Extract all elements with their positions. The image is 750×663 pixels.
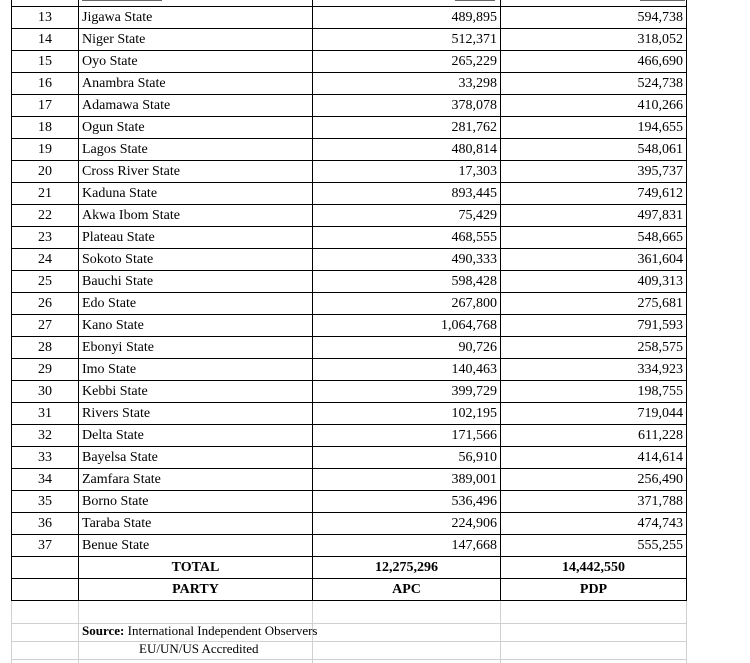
row-border — [11, 204, 687, 205]
source-label: Source: — [82, 623, 125, 638]
row-border — [11, 292, 687, 293]
row-number: 29 — [38, 362, 52, 377]
pdp-votes: 371,788 — [637, 494, 683, 509]
apc-votes: 480,814 — [451, 142, 497, 157]
row-border — [11, 336, 687, 337]
sheet-gridline — [500, 601, 501, 663]
state-name: Edo State — [82, 296, 137, 311]
pdp-votes: 361,604 — [637, 252, 683, 267]
row-border — [11, 270, 687, 271]
row-border — [11, 182, 687, 183]
apc-votes: 171,566 — [451, 428, 497, 443]
row-number: 31 — [38, 406, 52, 421]
state-name: Oyo State — [82, 54, 138, 69]
row-border — [11, 512, 687, 513]
row-border — [11, 534, 687, 535]
apc-votes: 490,333 — [451, 252, 497, 267]
row-number: 36 — [38, 516, 52, 531]
row-border — [11, 446, 687, 447]
apc-votes: 147,668 — [451, 538, 497, 553]
state-name: Cross River State — [82, 164, 180, 179]
apc-votes: 468,555 — [451, 230, 497, 245]
apc-votes: 75,429 — [458, 208, 497, 223]
state-name: Kebbi State — [82, 384, 148, 399]
source-accreditation: EU/UN/US Accredited — [139, 641, 259, 656]
state-name: Zamfara State — [82, 472, 161, 487]
apc-votes: 265,229 — [451, 54, 497, 69]
row-number: 20 — [38, 164, 52, 179]
column-border — [11, 0, 12, 601]
state-name: Akwa Ibom State — [82, 208, 180, 223]
apc-votes: 399,729 — [451, 384, 497, 399]
row-border — [11, 50, 687, 51]
row-number: 16 — [38, 76, 52, 91]
row-border — [11, 358, 687, 359]
row-border — [11, 248, 687, 249]
state-name: Borno State — [82, 494, 149, 509]
state-name: Imo State — [82, 362, 137, 377]
state-name: Jigawa State — [82, 10, 153, 25]
state-name: Delta State — [82, 428, 144, 443]
pdp-votes: 409,313 — [637, 274, 683, 289]
row-border — [11, 72, 687, 73]
pdp-votes: 548,665 — [637, 230, 683, 245]
sheet-gridline — [11, 659, 687, 660]
row-number: 27 — [38, 318, 52, 333]
pdp-votes: 256,490 — [637, 472, 683, 487]
row-number: 21 — [38, 186, 52, 201]
state-name: Ebonyi State — [82, 340, 154, 355]
row-number: 24 — [38, 252, 52, 267]
state-name: Anambra State — [82, 76, 166, 91]
apc-votes: 90,726 — [458, 340, 497, 355]
sheet-gridline — [78, 601, 79, 663]
row-number: 35 — [38, 494, 52, 509]
party-apc: APC — [392, 582, 421, 597]
state-name: Kano State — [82, 318, 144, 333]
state-name: Kaduna State — [82, 186, 158, 201]
pdp-votes: 611,228 — [638, 428, 683, 443]
pdp-votes: 410,266 — [637, 98, 683, 113]
row-number: 30 — [38, 384, 52, 399]
state-name: Ogun State — [82, 120, 145, 135]
row-number: 25 — [38, 274, 52, 289]
row-border — [11, 160, 687, 161]
apc-votes: 267,800 — [451, 296, 497, 311]
pdp-votes: 258,575 — [637, 340, 683, 355]
pdp-votes: 791,593 — [637, 318, 683, 333]
apc-votes: 224,906 — [451, 516, 497, 531]
pdp-votes: 719,044 — [637, 406, 683, 421]
pdp-votes: 749,612 — [637, 186, 683, 201]
pdp-votes: 548,061 — [637, 142, 683, 157]
row-number: 26 — [38, 296, 52, 311]
state-name: Bauchi State — [82, 274, 154, 289]
state-name: Rivers State — [82, 406, 151, 421]
sheet-gridline — [11, 601, 12, 663]
apc-votes: 1,064,768 — [441, 318, 497, 333]
row-number: 34 — [38, 472, 52, 487]
pdp-votes: 318,052 — [637, 32, 683, 47]
state-name: Taraba State — [82, 516, 152, 531]
row-number: 22 — [38, 208, 52, 223]
pdp-votes: 524,738 — [637, 76, 683, 91]
source-text: International Independent Observers — [127, 623, 318, 638]
apc-votes: 378,078 — [451, 98, 497, 113]
state-name: Lagos State — [82, 142, 148, 157]
row-border — [11, 138, 687, 139]
party-label: PARTY — [172, 582, 219, 597]
row-border — [11, 314, 687, 315]
column-border — [312, 0, 313, 601]
pdp-votes: 275,681 — [637, 296, 683, 311]
apc-votes: 102,195 — [451, 406, 497, 421]
state-name: Plateau State — [82, 230, 155, 245]
row-border — [11, 6, 687, 7]
apc-votes: 56,910 — [458, 450, 497, 465]
row-number: 14 — [38, 32, 52, 47]
apc-votes: 893,445 — [451, 186, 497, 201]
pdp-votes: 414,614 — [637, 450, 683, 465]
row-border — [11, 226, 687, 227]
row-number: 19 — [38, 142, 52, 157]
row-number: 28 — [38, 340, 52, 355]
total-pdp: 14,442,550 — [562, 560, 625, 575]
party-pdp: PDP — [579, 582, 608, 597]
apc-votes: 33,298 — [458, 76, 497, 91]
row-border — [11, 402, 687, 403]
row-border — [11, 468, 687, 469]
sheet-gridline — [686, 601, 687, 663]
row-number: 23 — [38, 230, 52, 245]
row-number: 32 — [38, 428, 52, 443]
pdp-votes: 555,255 — [637, 538, 683, 553]
pdp-votes: 474,743 — [637, 516, 683, 531]
apc-votes: 140,463 — [451, 362, 497, 377]
row-number: 18 — [38, 120, 52, 135]
row-number: 37 — [38, 538, 52, 553]
row-border — [11, 94, 687, 95]
state-name: Bayelsa State — [82, 450, 158, 465]
column-border — [686, 0, 687, 601]
column-border — [500, 0, 501, 601]
apc-votes: 389,001 — [451, 472, 497, 487]
total-apc: 12,275,296 — [375, 560, 438, 575]
state-name: Benue State — [82, 538, 150, 553]
apc-votes: 536,496 — [451, 494, 497, 509]
row-border — [11, 116, 687, 117]
row-border — [11, 490, 687, 491]
source-note — [82, 622, 318, 640]
pdp-votes: 194,655 — [637, 120, 683, 135]
pdp-votes: 497,831 — [637, 208, 683, 223]
state-name: Sokoto State — [82, 252, 154, 267]
apc-votes: 17,303 — [458, 164, 497, 179]
apc-votes: 281,762 — [451, 120, 497, 135]
state-name: Adamawa State — [82, 98, 171, 113]
row-number: 17 — [38, 98, 52, 113]
sheet-gridline — [11, 641, 687, 642]
row-border — [11, 424, 687, 425]
pdp-votes: 466,690 — [637, 54, 683, 69]
row-border — [11, 28, 687, 29]
row-border — [11, 380, 687, 381]
state-name: Niger State — [82, 32, 146, 47]
column-border — [78, 0, 79, 601]
apc-votes: 489,895 — [451, 10, 497, 25]
partial-top-row — [0, 0, 750, 4]
pdp-votes: 594,738 — [637, 10, 683, 25]
pdp-votes: 198,755 — [637, 384, 683, 399]
pdp-votes: 334,923 — [637, 362, 683, 377]
row-number: 33 — [38, 450, 52, 465]
apc-votes: 512,371 — [451, 32, 497, 47]
apc-votes: 598,428 — [451, 274, 497, 289]
pdp-votes: 395,737 — [637, 164, 683, 179]
row-number: 13 — [38, 10, 52, 25]
total-label: TOTAL — [171, 560, 220, 575]
row-number: 15 — [38, 54, 52, 69]
